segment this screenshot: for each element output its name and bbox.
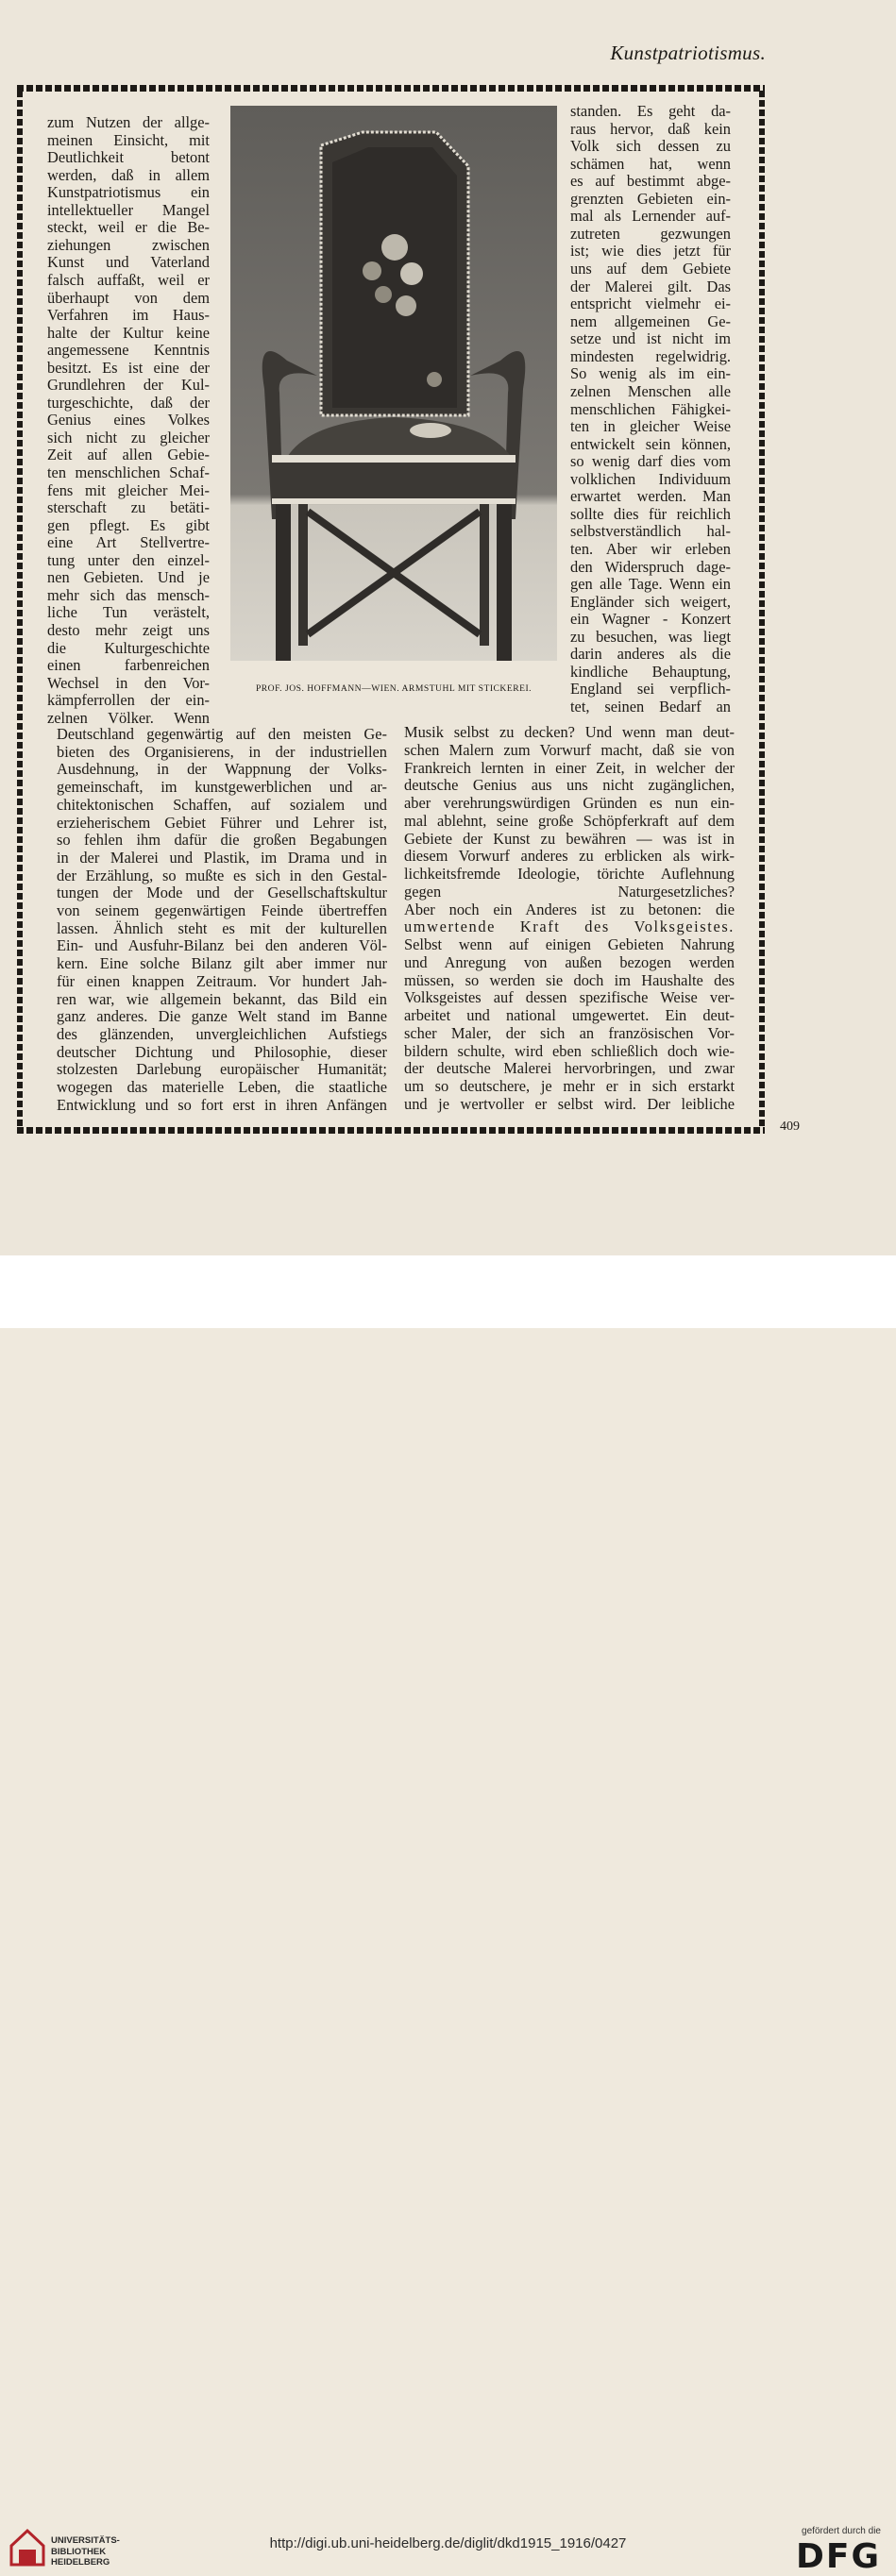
text-line: mehr sich das mensch- (47, 586, 210, 604)
running-title: Kunstpatriotismus. (610, 42, 766, 64)
text-line: sterschaft zu betäti- (47, 499, 210, 517)
text-line: kindliche Behauptung, (570, 663, 731, 681)
text-line: einen farbenreichen (47, 657, 210, 675)
text-line: Musik selbst zu decken? Und wenn man deut- (404, 724, 735, 741)
text-line: England sei verpflich- (570, 681, 731, 699)
text-line: zum Nutzen der allge- (47, 114, 210, 131)
text-line: So wenig als im ein- (570, 365, 731, 383)
text-line: zelnen Völker. Wenn (47, 709, 210, 727)
text-line: deutsche Genius aus uns nicht zugänglichen, (404, 777, 735, 795)
text-line: entspricht vielmehr ei- (570, 295, 731, 313)
text-line: werden, daß in allem (47, 166, 210, 184)
text-line: Engländer sich weigert, (570, 593, 731, 611)
text-line: zu besuchen, was liegt (570, 628, 731, 646)
text-line: ten in gleicher Weise (570, 418, 731, 436)
text-line: müssen, so werden sie doch im Haushalte des (404, 971, 735, 989)
text-line: Zeit auf allen Gebie- (47, 446, 210, 464)
text-line: schen Malern zum Vorwurf macht, daß sie von (404, 741, 735, 759)
text-line: diesem Vorwurf anderes zu erblicken als wirk- (404, 848, 735, 866)
text-line: kämpferrollen der ein- (47, 692, 210, 710)
text-line: volklichen Individuum (570, 470, 731, 488)
armchair-photograph (230, 106, 557, 661)
text-line: mindesten regelwidrig. (570, 347, 731, 365)
journal-page (0, 0, 896, 1255)
text-line: für einen knappen Zeitraum. Vor hundert Jah- (57, 972, 387, 990)
text-line: von seinem gegenwärtigen Feinde übertreffen (57, 902, 387, 919)
text-line: deutscher Dichtung und Philosophie, dieser (57, 1043, 387, 1061)
text-line: Wechsel in den Vor- (47, 674, 210, 692)
text-line: mal als Lernender auf- (570, 208, 731, 226)
text-line: intellektueller Mangel (47, 201, 210, 219)
text-line: der deutsche Malerei hervorbringen, und zwar (404, 1060, 735, 1078)
text-line: kern. Eine solche Bilanz gilt aber immer nur (57, 955, 387, 973)
text-line: meinen Einsicht, mit (47, 131, 210, 149)
text-line: fens mit gleicher Mei- (47, 481, 210, 499)
text-line: so wenig darf dies vom (570, 453, 731, 471)
library-line: HEIDELBERG (51, 2557, 110, 2568)
text-line: scher Maler, der sich an französischen Vor- (404, 1024, 735, 1042)
ornamental-border-bottom (17, 1127, 765, 1134)
text-line: um so deutschere, je mehr er in sich erstarkt (404, 1078, 735, 1095)
text-line: Genius eines Volkes (47, 412, 210, 429)
text-line: Aber noch ein Anderes ist zu betonen: die (404, 901, 735, 918)
text-line: arbeitet und national umgewertet. Ein deut- (404, 1007, 735, 1024)
text-line: der Malerei gilt. Das (570, 278, 731, 295)
text-line: tet, seinen Bedarf an (570, 699, 731, 716)
text-line: aber verehrungswürdigen Gründen es nun ein- (404, 795, 735, 812)
text-line: ein Wagner - Konzert (570, 611, 731, 629)
funding-note: gefördert durch die (802, 2526, 881, 2536)
text-line: grenzten Gebieten ein- (570, 190, 731, 208)
text-line: sich nicht zu gleicher (47, 429, 210, 446)
text-line: lassen. Ähnlich steht es mit der kulturellen (57, 919, 387, 937)
text-line: erzieherischem Gebiet Führer und Lehrer ist, (57, 814, 387, 832)
text-line: so fehlen ihm dafür die großen Begabungen (57, 832, 387, 850)
text-line: mal ablehnt, seine große Schöpferkraft auf dem (404, 812, 735, 830)
text-line: Selbst wenn auf einigen Gebieten Nahrung (404, 936, 735, 953)
text-line: ist; wie dies jetzt für (570, 243, 731, 261)
text-line: ten. Aber wir erleben (570, 541, 731, 558)
text-line: gemeinschaft, im kunstgewerblichen und ar- (57, 779, 387, 797)
text-line: Volksgeistes auf dessen spezifische Weise ver- (404, 989, 735, 1007)
text-line: überhaupt von dem (47, 289, 210, 307)
text-line: gegen Naturgesetzliches? (404, 883, 735, 901)
text-line: entwickelt sein können, (570, 435, 731, 453)
text-line: steckt, weil er die Be- (47, 219, 210, 237)
text-line: den Widerspruch dage- (570, 558, 731, 576)
text-line: Entwicklung und so fort erst in ihren Anfängen (57, 1096, 387, 1114)
text-line: menschlichen Fähigkei- (570, 400, 731, 418)
text-line: Grundlehren der Kul- (47, 377, 210, 395)
text-line: es auf bestimmt abge- (570, 173, 731, 191)
text-line: die Kulturgeschichte (47, 639, 210, 657)
text-line: nem allgemeinen Ge- (570, 312, 731, 330)
dfg-logo: DFG (795, 2537, 881, 2576)
text-line: Kunst und Vaterland (47, 254, 210, 272)
text-line: falsch auffaßt, weil er (47, 271, 210, 289)
text-line: eine Art Stellvertre- (47, 534, 210, 552)
page-number: 409 (780, 1120, 800, 1134)
text-line: standen. Es geht da- (570, 103, 731, 120)
text-line: Gebiete der Kunst zu bewähren — was ist in (404, 830, 735, 848)
library-line: UNIVERSITÄTS- (51, 2535, 120, 2546)
digitization-footer (0, 1255, 896, 2576)
text-line: ziehungen zwischen (47, 236, 210, 254)
text-line: liche Tun verästelt, (47, 604, 210, 622)
text-line: Frankreich lernten in einer Zeit, in welcher der (404, 759, 735, 777)
text-line: bieten des Organisierens, in der industriellen (57, 743, 387, 761)
text-line: ren war, wie allgemein bekannt, das Bild ein (57, 990, 387, 1008)
text-line: und je wertvoller er selbst wird. Der leibliche (404, 1095, 735, 1113)
text-line: selbstverständlich hal- (570, 523, 731, 541)
text-line: besitzt. Es ist eine der (47, 359, 210, 377)
ornamental-border-left (17, 91, 23, 1127)
text-line: Volk sich dessen zu (570, 138, 731, 156)
text-line: halte der Kultur keine (47, 324, 210, 342)
text-line: ten menschlichen Schaf- (47, 464, 210, 481)
text-line: raus hervor, daß kein (570, 120, 731, 138)
text-line: Deutlichkeit betont (47, 149, 210, 167)
text-line: gen alle Tage. Wenn ein (570, 576, 731, 594)
text-line: Deutschland gegenwärtig auf den meisten Ge- (57, 726, 387, 743)
text-line: Ausdehnung, in der Wappnung der Volks- (57, 761, 387, 779)
text-line: sollte dies für reichlich (570, 505, 731, 523)
text-line: Ein- und Ausfuhr-Bilanz bei den anderen Völ- (57, 937, 387, 955)
text-line: der Erzählung, so mußte es sich in den Gestal- (57, 867, 387, 884)
text-line: turgeschichte, daß der (47, 394, 210, 412)
text-line: setze und ist nicht im (570, 330, 731, 348)
text-line: umwertende Kraft des Volksgeistes. (404, 918, 735, 936)
text-line: Kunstpatriotismus ein (47, 184, 210, 202)
text-line: zutreten gezwungen (570, 225, 731, 243)
text-line: chitektonischen Schaffen, auf sozialem und (57, 796, 387, 814)
armchair-illustration (230, 106, 557, 661)
ornamental-border-right (759, 91, 765, 1127)
text-line: darin anderes als die (570, 646, 731, 664)
text-line: angemessene Kenntnis (47, 342, 210, 360)
text-line: gen pflegt. Es gibt (47, 516, 210, 534)
text-line: uns auf dem Gebiete (570, 261, 731, 278)
text-line: des glänzenden, unvergleichlichen Aufstiegs (57, 1025, 387, 1043)
text-line: bildern schulte, wird eben schließlich doch wie- (404, 1042, 735, 1060)
library-line: BIBLIOTHEK (51, 2546, 107, 2557)
text-line: tungen der Mode und der Gesellschaftskultur (57, 884, 387, 902)
figure-caption: PROF. JOS. HOFFMANN—WIEN. ARMSTUHL MIT STICKEREI. (255, 683, 533, 694)
text-line: erwartet werden. Man (570, 488, 731, 506)
text-line: und Anregung von außen bezogen werden (404, 953, 735, 971)
text-line: zelnen Menschen alle (570, 382, 731, 400)
text-line: nen Gebieten. Und je (47, 569, 210, 587)
text-line: wogegen das materielle Leben, die staatliche (57, 1079, 387, 1096)
text-line: in der Malerei und Plastik, im Drama und in (57, 849, 387, 867)
ornamental-border-top (17, 85, 765, 92)
text-line: tung unter den einzel- (47, 551, 210, 569)
text-line: schämen hat, wenn (570, 155, 731, 173)
text-line: Verfahren im Haus- (47, 307, 210, 325)
source-url-link[interactable]: http://digi.ub.uni-heidelberg.de/diglit/dkd1915_1916/0427 (269, 2535, 627, 2551)
text-line: lichkeitsfremde Ideologie, törichte Auflehnung (404, 866, 735, 883)
text-line: desto mehr zeigt uns (47, 621, 210, 639)
text-line: stolzesten Darlebung europäischer Humanität; (57, 1061, 387, 1079)
text-line: ganz anderes. Die ganze Welt stand im Banne (57, 1008, 387, 1026)
